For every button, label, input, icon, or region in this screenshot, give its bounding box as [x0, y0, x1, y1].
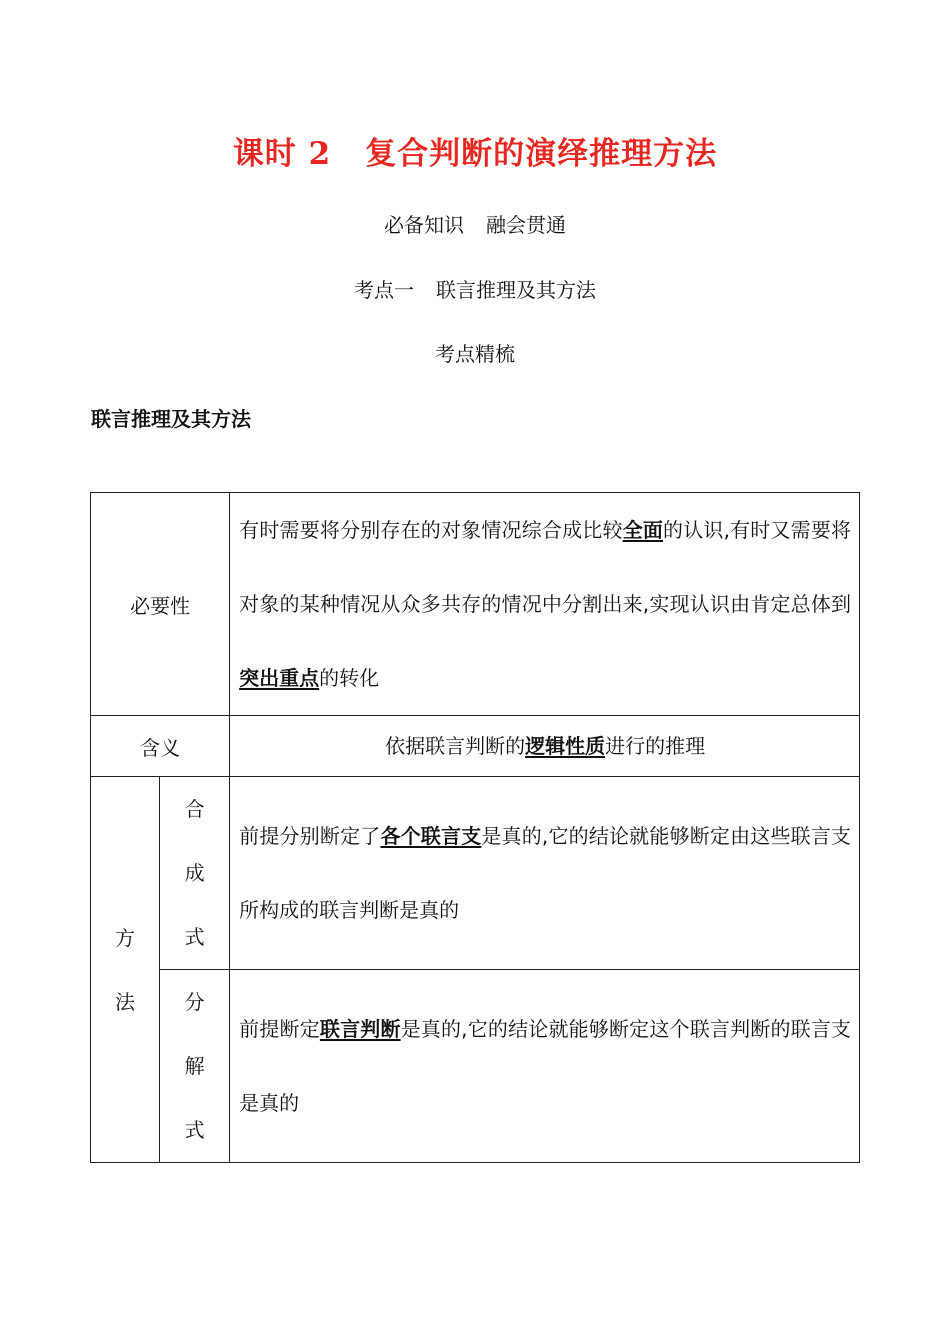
- section-label-b: 融会贯通: [486, 213, 566, 237]
- table-row-composition: [91, 777, 860, 970]
- necessity-label: 必要性: [91, 493, 230, 716]
- topic-label-b: 联言推理及其方法: [436, 278, 596, 302]
- keyword-each-conjunct: 各个联言支: [380, 824, 482, 848]
- decomposition-text: [230, 970, 860, 1163]
- lesson-name: 复合判断的演绎推理方法: [365, 136, 718, 172]
- meaning-text-part-1: 依据联言判断的: [385, 734, 526, 758]
- section-label-a: 必备知识: [384, 213, 464, 237]
- keyword-conjunctive-judgment: 联言判断: [319, 1017, 401, 1041]
- keyword-highlight-focus: 突出重点: [239, 666, 320, 690]
- composition-label-char-2: 成: [184, 861, 205, 885]
- composition-label: [160, 777, 230, 970]
- concept-table: [90, 492, 860, 1163]
- table-row-necessity: [91, 493, 860, 716]
- method-label-char-1: 方: [115, 925, 136, 950]
- meaning-text-part-2: 进行的推理: [605, 734, 706, 758]
- keyword-comprehensive: 全面: [622, 518, 664, 542]
- decomposition-label: [160, 970, 230, 1163]
- decomposition-label-char-2: 解: [184, 1054, 205, 1078]
- decomposition-text-part-1: 前提断定: [239, 1017, 320, 1041]
- composition-label-char-1: 合: [184, 797, 205, 821]
- page-title: [0, 128, 950, 173]
- topic-title: [0, 274, 950, 303]
- meaning-label: 含义: [91, 716, 230, 777]
- meaning-text: [230, 716, 860, 777]
- table-row-decomposition: [91, 970, 860, 1163]
- composition-text: [230, 777, 860, 970]
- topic-label-a: 考点一: [354, 278, 414, 302]
- necessity-text-part-1: 有时需要将分别存在的对象情况综合成比较: [239, 518, 623, 542]
- necessity-text: [230, 493, 860, 716]
- composition-label-char-3: 式: [184, 925, 205, 949]
- method-label-char-2: 法: [115, 989, 136, 1014]
- subtopic-title: 考点精梳: [435, 342, 515, 366]
- necessity-text-part-2: 的认识,有时又需要将对象的某种情况从众多共存的情况中分割出来,实现认识由肯定总体到: [239, 518, 852, 616]
- composition-text-part-2: 是真的,它的结论就能够断定由这些联言支所构成的联言判断是真的: [239, 824, 852, 922]
- table-row-meaning: [91, 716, 860, 777]
- lesson-number: 课时 2: [232, 136, 332, 172]
- necessity-text-part-3: 的转化: [319, 666, 380, 690]
- section-heading: 联言推理及其方法: [91, 407, 251, 431]
- decomposition-label-char-1: 分: [184, 990, 205, 1014]
- section-title: [0, 209, 950, 238]
- decomposition-label-char-3: 式: [184, 1118, 205, 1142]
- composition-text-part-1: 前提分别断定了: [239, 824, 381, 848]
- decomposition-text-part-2: 是真的,它的结论就能够断定这个联言判断的联言支是真的: [239, 1017, 852, 1115]
- method-label: [91, 777, 160, 1163]
- keyword-logical-nature: 逻辑性质: [525, 734, 606, 758]
